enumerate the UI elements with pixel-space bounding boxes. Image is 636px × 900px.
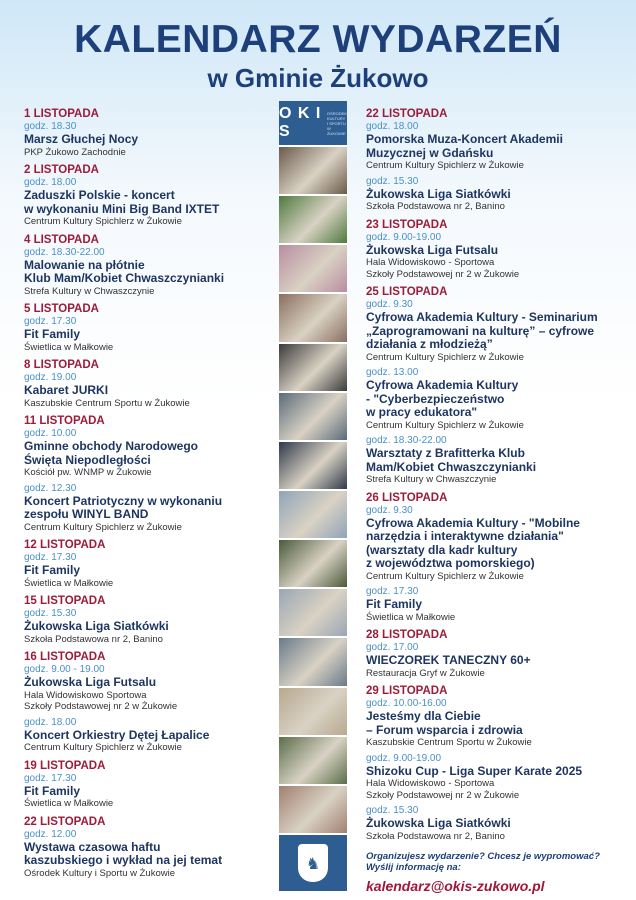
day-block xyxy=(24,760,276,810)
event-time: godz. 17.00 xyxy=(366,642,419,653)
event-name: Gminne obchody Narodowego Święta Niepodległości xyxy=(24,439,199,467)
event-name: Jesteśmy dla Ciebie – Forum wsparcia i zdrowia xyxy=(366,709,523,737)
event-time: godz. 17.30 xyxy=(366,586,419,597)
event-time: godz. 15.30 xyxy=(366,175,419,187)
event-name: Shizoku Cup - Liga Super Karate 2025 xyxy=(366,763,583,778)
event-place: Kościół pw. WNMP w Żukowie xyxy=(24,467,152,478)
event-item xyxy=(366,232,632,281)
event-place: Restauracja Gryf w Żukowie xyxy=(366,667,485,679)
event-time: godz. 10.00-16.00 xyxy=(366,698,447,709)
event-item xyxy=(366,121,632,172)
event-item xyxy=(24,316,276,353)
promo-question: Organizujesz wydarzenie? Chcesz je wypromować? Wyślij informację na: xyxy=(366,851,600,873)
event-item xyxy=(366,299,632,363)
event-date: 12 LISTOPADA xyxy=(24,539,106,551)
event-place: PKP Żukowo Zachodnie xyxy=(24,146,126,158)
event-name: Pomorska Muza-Koncert Akademii Muzycznej w Gdańsku xyxy=(366,132,563,160)
day-block xyxy=(24,595,276,645)
event-date: 1 LISTOPADA xyxy=(24,108,99,120)
event-name: Żukowska Liga Siatkówki xyxy=(366,186,511,201)
event-photo xyxy=(279,686,347,735)
event-date: 22 LISTOPADA xyxy=(366,108,448,120)
event-place: Świetlica w Małkowie xyxy=(366,611,456,623)
event-item xyxy=(24,177,276,228)
day-block xyxy=(366,108,632,213)
event-name: Warsztaty z Brafitterka Klub Mam/Kobiet Chwaszczynianki xyxy=(366,446,537,474)
event-name: Malowanie na płótnie Klub Mam/Kobiet Chwaszczynianki xyxy=(24,257,225,285)
event-item xyxy=(24,483,276,534)
event-place: Centrum Kultury Spichlerz w Żukowie xyxy=(24,742,182,753)
event-place: Hala Widowiskowo - Sportowa Szkoły Podstawowej nr 2 w Żukowie xyxy=(366,257,520,280)
day-block xyxy=(366,685,632,842)
event-photo xyxy=(279,587,347,636)
event-name: Koncert Orkiestry Dętej Łapalice xyxy=(24,727,210,742)
event-date: 22 LISTOPADA xyxy=(24,815,106,828)
event-item xyxy=(24,773,276,810)
event-place: Centrum Kultury Spichlerz w Żukowie xyxy=(366,570,524,582)
event-photo xyxy=(279,636,347,685)
event-name: Kabaret JURKI xyxy=(24,383,109,397)
event-date: 15 LISTOPADA xyxy=(24,595,106,607)
page-title: KALENDARZ WYDARZEŃ xyxy=(74,18,562,61)
event-date: 5 LISTOPADA xyxy=(24,303,99,315)
event-time: godz. 9.00-19.00 xyxy=(366,752,442,764)
event-time: godz. 13.00 xyxy=(366,367,419,378)
event-name: Wystawa czasowa haftu kaszubskiego i wykład na jej temat xyxy=(24,839,223,867)
event-photo xyxy=(279,489,347,538)
event-date: 19 LISTOPADA xyxy=(24,759,106,772)
event-item xyxy=(366,505,632,583)
event-name: Żukowska Liga Futsalu xyxy=(24,675,157,689)
photo-strip xyxy=(279,101,347,891)
event-date: 23 LISTOPADA xyxy=(366,218,448,231)
event-time: godz. 18.30-22.00 xyxy=(366,435,447,446)
event-item xyxy=(24,664,276,713)
day-block xyxy=(24,234,276,298)
day-block xyxy=(24,108,276,158)
event-time: godz. 9.00-19.00 xyxy=(366,231,442,243)
event-item xyxy=(24,552,276,589)
okis-logo-mark: O K I S xyxy=(279,105,322,140)
event-date: 26 LISTOPADA xyxy=(366,491,448,504)
event-item xyxy=(24,247,276,298)
crest-icon: ♞ xyxy=(298,844,328,882)
event-date: 4 LISTOPADA xyxy=(24,233,99,246)
okis-logo xyxy=(279,101,347,145)
event-photo xyxy=(279,194,347,243)
event-photo xyxy=(279,538,347,587)
day-block xyxy=(366,629,632,679)
event-place: Szkoła Podstawowa nr 2, Banino xyxy=(366,830,505,842)
day-block xyxy=(24,359,276,409)
event-photo xyxy=(279,440,347,489)
event-date: 11 LISTOPADA xyxy=(24,415,105,427)
event-time: godz. 17.30 xyxy=(24,316,77,327)
event-name: Żukowska Liga Siatkówki xyxy=(24,619,169,633)
event-time: godz. 18.00 xyxy=(366,121,419,132)
day-block xyxy=(24,539,276,589)
event-place: Ośrodek Kultury i Sportu w Żukowie xyxy=(24,867,176,879)
day-block xyxy=(366,492,632,624)
event-place: Kaszubskie Centrum Sportu w Żukowie xyxy=(366,737,532,748)
day-block xyxy=(24,816,276,880)
event-name: Żukowska Liga Siatkówki xyxy=(366,816,511,830)
event-place: Świetlica w Małkowie xyxy=(24,798,114,809)
promo-email-link[interactable]: kalendarz@okis-zukowo.pl xyxy=(366,878,545,894)
events-left-column xyxy=(24,108,276,879)
event-time: godz. 19.00 xyxy=(24,372,77,383)
coat-of-arms xyxy=(279,833,347,891)
event-place: Świetlica w Małkowie xyxy=(24,577,114,589)
event-name: Zaduszki Polskie - koncert w wykonaniu Mini Big Band IXTET xyxy=(24,188,220,216)
event-item xyxy=(366,805,632,842)
promo-box xyxy=(366,851,632,895)
event-item xyxy=(366,367,632,431)
event-item xyxy=(366,698,632,749)
event-time: godz. 12.00 xyxy=(24,828,77,840)
page-subtitle: w Gminie Żukowo xyxy=(207,63,429,93)
event-photo xyxy=(279,243,347,292)
event-name: Cyfrowa Akademia Kultury - "Cyberbezpieczeństwo w pracy edukatora" xyxy=(366,378,519,419)
event-photo xyxy=(279,735,347,784)
event-name: Fit Family xyxy=(366,597,423,611)
event-place: Hala Widowiskowo Sportowa Szkoły Podstawowej nr 2 w Żukowie xyxy=(24,689,178,712)
day-block xyxy=(24,303,276,353)
event-place: Centrum Kultury Spichlerz w Żukowie xyxy=(24,216,182,227)
event-time: godz. 10.00 xyxy=(24,428,77,439)
event-photo xyxy=(279,342,347,391)
event-place: Hala Widowiskowo - Sportowa Szkoły Podstawowej nr 2 w Żukowie xyxy=(366,778,520,801)
events-right-column xyxy=(366,108,632,842)
event-item xyxy=(24,717,276,754)
event-item xyxy=(366,642,632,679)
event-time: godz. 17.30 xyxy=(24,772,77,784)
event-name: Fit Family xyxy=(24,563,81,577)
event-photo xyxy=(279,145,347,194)
event-name: Marsz Głuchej Nocy xyxy=(24,132,139,146)
event-item xyxy=(24,121,276,158)
event-date: 29 LISTOPADA xyxy=(366,685,448,697)
event-item xyxy=(24,608,276,645)
event-time: godz. 15.30 xyxy=(24,608,77,619)
event-time: godz. 18.00 xyxy=(24,716,77,728)
day-block xyxy=(24,164,276,228)
day-block xyxy=(24,415,276,533)
event-item xyxy=(366,753,632,802)
event-name: Koncert Patriotyczny w wykonaniu zespołu WINYL BAND xyxy=(24,493,223,521)
event-name: Żukowska Liga Futsalu xyxy=(366,242,499,257)
event-place: Centrum Kultury Spichlerz w Żukowie xyxy=(24,521,182,533)
event-place: Świetlica w Małkowie xyxy=(24,341,114,353)
event-name: Fit Family xyxy=(24,327,81,341)
day-block xyxy=(366,219,632,281)
event-date: 28 LISTOPADA xyxy=(366,629,448,641)
event-place: Strefa Kultury w Chwaszczynie xyxy=(24,285,155,297)
event-item xyxy=(24,372,276,409)
event-time: godz. 18.00 xyxy=(24,177,77,188)
event-date: 25 LISTOPADA xyxy=(366,286,448,298)
event-time: godz. 17.30 xyxy=(24,552,77,563)
event-name: Cyfrowa Akademia Kultury - Seminarium „Zaprogramowani na kulturę” – cyfrowe działania z młodzieżą” xyxy=(366,310,598,351)
event-item xyxy=(366,435,632,486)
event-date: 8 LISTOPADA xyxy=(24,359,99,371)
photo-list xyxy=(279,145,347,833)
day-block xyxy=(24,651,276,754)
event-place: Centrum Kultury Spichlerz w Żukowie xyxy=(366,160,524,171)
event-time: godz. 12.30 xyxy=(24,482,77,494)
event-time: godz. 9.30 xyxy=(366,504,413,516)
event-date: 2 LISTOPADA xyxy=(24,164,99,176)
event-photo xyxy=(279,391,347,440)
event-item xyxy=(24,428,276,479)
event-photo xyxy=(279,292,347,341)
event-item xyxy=(24,829,276,880)
event-name: Fit Family xyxy=(24,783,81,798)
day-block xyxy=(366,286,632,486)
event-time: godz. 18.30 xyxy=(24,121,77,132)
event-place: Szkoła Podstawowa nr 2, Banino xyxy=(24,633,163,645)
event-time: godz. 18.30-22.00 xyxy=(24,246,105,258)
event-place: Centrum Kultury Spichlerz w Żukowie xyxy=(366,419,524,431)
event-time: godz. 9.00 - 19.00 xyxy=(24,664,105,675)
event-name: WIECZOREK TANECZNY 60+ xyxy=(366,653,531,667)
event-time: godz. 9.30 xyxy=(366,299,413,310)
event-place: Kaszubskie Centrum Sportu w Żukowie xyxy=(24,397,190,409)
event-place: Szkoła Podstawowa nr 2, Banino xyxy=(366,201,505,212)
event-photo xyxy=(279,784,347,833)
event-place: Centrum Kultury Spichlerz w Żukowie xyxy=(366,351,524,363)
okis-logo-text: OŚRODEK KULTURY I SPORTU W ŻUKOWIE xyxy=(326,110,347,136)
event-place: Strefa Kultury w Chwaszczynie xyxy=(366,474,497,485)
event-time: godz. 15.30 xyxy=(366,805,419,816)
event-item xyxy=(366,586,632,623)
event-item xyxy=(366,176,632,213)
event-name: Cyfrowa Akademia Kultury - "Mobilne narzędzia i interaktywne działania" (warsztaty dla kadr kultury z województwa pomorskiego) xyxy=(366,515,580,570)
event-date: 16 LISTOPADA xyxy=(24,651,106,663)
